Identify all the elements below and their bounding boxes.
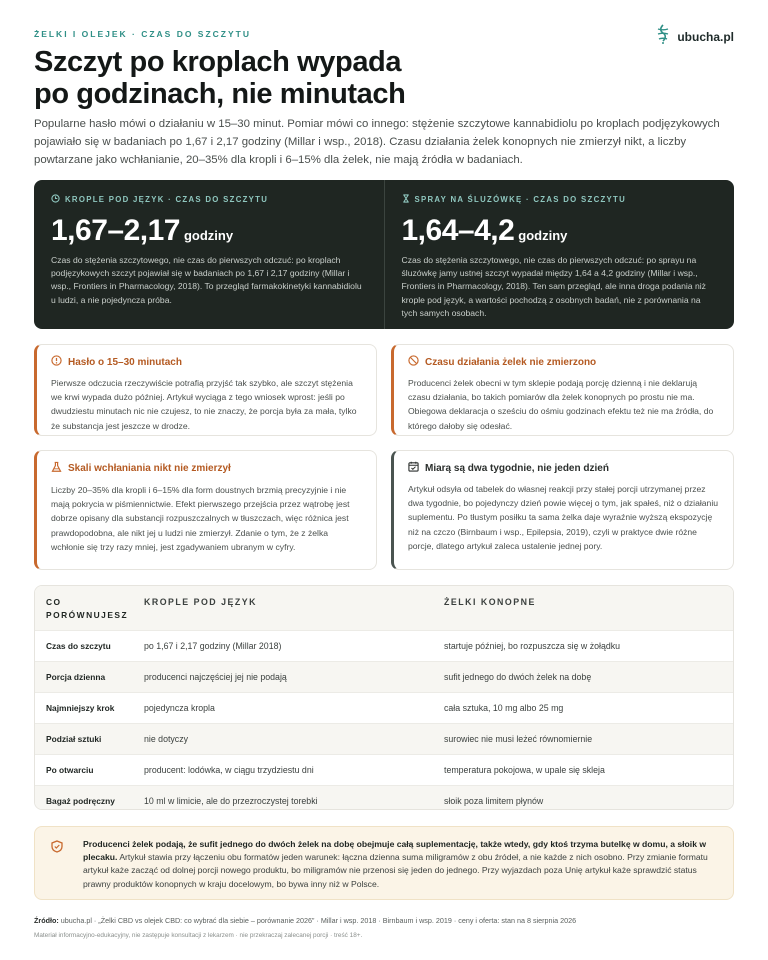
- table-header-cell: CO PORÓWNUJESZ: [46, 597, 129, 620]
- table-cell: sufit jednego do dwóch żelek na dobę: [444, 672, 592, 682]
- note-bold: Producenci żelek podają, że sufit jednego do dwóch żelek na dobę obejmuje całą suplementację, także wtedy, gdy ktoś trzyma butelkę w domu, a słoik w plecaku.: [83, 839, 707, 863]
- table-cell: 10 ml w limicie, ale do przezroczystej torebki: [144, 796, 318, 806]
- table-cell: startuje później, bo rozpuszcza się w żołądku: [444, 641, 621, 651]
- title-line-2: po godzinach, nie minutach: [34, 78, 406, 110]
- stat-label: KROPLE POD JĘZYK · CZAS DO SZCZYTU: [65, 195, 269, 204]
- source-label: Źródło:: [34, 916, 59, 925]
- card-absorption: [34, 450, 377, 570]
- stats-panel: [34, 180, 734, 329]
- table-cell: temperatura pokojowa, w upale się skleja: [444, 765, 605, 775]
- table-row: [35, 630, 733, 661]
- table-cell: nie dotyczy: [144, 734, 189, 744]
- table-header-cell: ŻELKI KONOPNE: [444, 597, 536, 607]
- stat-description: Czas do stężenia szczytowego, nie czas do pierwszych odczuć: po sprayu na śluzówkę jamy ustnej szczyt wypadał między 1,64 a 4,2 godziny (Millar i wsp., Frontiers in Pharmacology, 2018). Ten sam przegląd, ale inna droga podania niż krople pod język, a wartości pochodzą z osobnych badań, nie z porównania na tych samych osobach.: [401, 255, 706, 318]
- table-cell: surowiec nie musi leżeć równomiernie: [444, 734, 593, 744]
- table-row: [35, 692, 733, 723]
- table-cell: słoik poza limitem płynów: [444, 796, 544, 806]
- table-cell: Bagaż podręczny: [46, 796, 115, 806]
- prohibited-icon: [408, 355, 419, 369]
- stat-unit: godziny: [518, 228, 568, 243]
- table-cell: producent: lodówka, w ciągu trzydziestu dni: [144, 765, 314, 775]
- lead-paragraph: Popularne hasło mówi o działaniu w 15–30 minut. Pomiar mówi co innego: stężenie szczytowe kannabidiolu po kroplach podjęzykowych pojawiało się w badaniach po 1,67 i 2,17 godziny (Millar i wsp., 2018). Czasu działania żelek konopnych nie zmierzył nikt, a liczby powtarzane jako wchłanianie, 20–35% dla kropli i 6–15% dla żelek, nie mają źródła w badaniach.: [34, 118, 720, 166]
- note-box: [34, 826, 734, 900]
- brand-logo-icon: [655, 24, 671, 49]
- table-cell: Najmniejszy krok: [46, 703, 115, 713]
- source-line: [34, 916, 576, 925]
- note-text: [83, 838, 719, 891]
- card-text: Pierwsze odczucia rzeczywiście potrafią przyjść tak szybko, ale szczyt stężenia we krwi wypada dużo później. Artykuł wyciąga z tego wniosek wprost: jeśli po dwudziestu minutach nic nie czujesz, to nie znaczy, że porcja była za mała, tylko że substancja jest jeszcze w drodze.: [51, 378, 357, 431]
- card-gummy-duration: [391, 344, 734, 436]
- page-title: [34, 46, 594, 110]
- clock-icon: [51, 194, 60, 205]
- table-cell: producenci najczęściej jej nie podają: [144, 672, 287, 682]
- table-cell: pojedyncza kropla: [144, 703, 215, 713]
- shield-icon: [51, 840, 63, 857]
- brand-name: ubucha.pl: [677, 29, 734, 44]
- flask-icon: [51, 461, 62, 476]
- card-title: Hasło o 15–30 minutach: [68, 356, 182, 368]
- kicker: ŻELKI I OLEJEK · CZAS DO SZCZYTU: [34, 29, 252, 39]
- table-cell: Czas do szczytu: [46, 641, 111, 651]
- table-row: [35, 661, 733, 692]
- note-body: Artykuł stawia przy łączeniu obu formatów jeden warunek: łączna dzienna suma miligramów z obu źródeł, a nie każde z nich osobno. Przy zmianie formatu artykuł każe zacząć od dolnej porcji nowego produktu, bo miligramów nie przenosi się jeden do jednego. Przy wyjazdach poza Unię artykuł każe sprawdzić status prawny produktów konopnych w kraju docelowym, bo bywa inny niż w Polsce.: [83, 852, 708, 889]
- stat-description: Czas do stężenia szczytowego, nie czas do pierwszych odczuć: po kroplach podjęzykowych szczyt pojawiał się w badaniach po 1,67 i 2,17 godziny (Millar i wsp., Frontiers in Pharmacology, 2018). To przegląd farmakokinetyki kannabidiolu u ludzi, a nie pojedyncza próba.: [51, 255, 362, 305]
- card-15-30-minutes: [34, 344, 377, 436]
- disclaimer: Materiał informacyjno-edukacyjny, nie zastępuje konsultacji z lekarzem · nie przekraczaj zalecanej porcji · treść 18+.: [34, 932, 363, 939]
- hourglass-icon: [402, 194, 410, 205]
- card-title: Skali wchłaniania nikt nie zmierzył: [68, 463, 231, 474]
- card-text: Artykuł odsyła od tabelek do własnej reakcji przy stałej porcji utrzymanej przez dwa tygodnie, bo pojedynczy dzień powie więcej o tym, jak spałeś, niż o działaniu suplementu. Po tłustym posiłku ta sama żelka daje wyraźnie wyższą ekspozycję niż na czczo (Birnbaum i wsp., Epilepsia, 2019), czyli w praktyce dwie różne porcje, dlatego artykuł zaleca ustalenie jednej pory.: [408, 484, 719, 551]
- table-cell: Podział sztuki: [46, 734, 102, 744]
- stat-label: SPRAY NA ŚLUZÓWKĘ · CZAS DO SZCZYTU: [414, 195, 627, 204]
- card-two-weeks: [391, 450, 734, 570]
- source-text: ubucha.pl · „Żelki CBD vs olejek CBD: co wybrać dla siebie – porównanie 2026” · Millar i wsp. 2018 · Birnbaum i wsp. 2019 · ceny i oferta: stan na 8 sierpnia 2026: [58, 916, 577, 925]
- table-cell: po 1,67 i 2,17 godziny (Millar 2018): [144, 641, 282, 651]
- stat-value: 1,67–2,17: [51, 214, 180, 247]
- table-header: [35, 586, 733, 630]
- card-text: Producenci żelek obecni w tym sklepie podają porcję dzienną i nie deklarują czasu działania, bo takich pomiarów dla żelek konopnych po prostu nie ma. Obiegowa deklaracja o sześciu do ośmiu godzinach efektu też nie ma źródła, do którego dałoby się odesłać.: [408, 378, 714, 431]
- card-text: Liczby 20–35% dla kropli i 6–15% dla form doustnych brzmią precyzyjnie i nie mają pokrycia w piśmiennictwie. Efekt pierwszego przejścia przez wątrobę jest dobrze opisany dla substancji rozpuszczalnych w tłuszczach, więc różnica jest prawdopodobna, ale nikt jej u ludzi nie zmierzył. Zdanie o tym, że z żelka wchłonie się trzy razy mniej, jest zgadywaniem ubranym w cyfry.: [51, 485, 350, 552]
- table-cell: Po otwarciu: [46, 765, 94, 775]
- stat-drops: [34, 180, 384, 329]
- table-cell: Porcja dzienna: [46, 672, 106, 682]
- card-title: Czasu działania żelek nie zmierzono: [425, 356, 597, 368]
- brand[interactable]: [655, 24, 734, 49]
- table-header-cell: KROPLE POD JĘZYK: [144, 597, 257, 607]
- table-row: [35, 723, 733, 754]
- card-title: Miarą są dwa tygodnie, nie jeden dzień: [425, 462, 609, 474]
- stat-unit: godziny: [183, 228, 234, 243]
- table-row: [35, 785, 733, 810]
- alert-icon: [51, 355, 62, 369]
- table-row: [35, 754, 733, 785]
- table-cell: cała sztuka, 10 mg albo 25 mg: [444, 703, 564, 713]
- comparison-table: [34, 585, 734, 810]
- title-line-1: Szczyt po kroplach wypada: [34, 46, 402, 78]
- calendar-check-icon: [408, 461, 419, 475]
- stat-spray: [384, 180, 735, 329]
- stat-value: 1,64–4,2: [401, 214, 515, 247]
